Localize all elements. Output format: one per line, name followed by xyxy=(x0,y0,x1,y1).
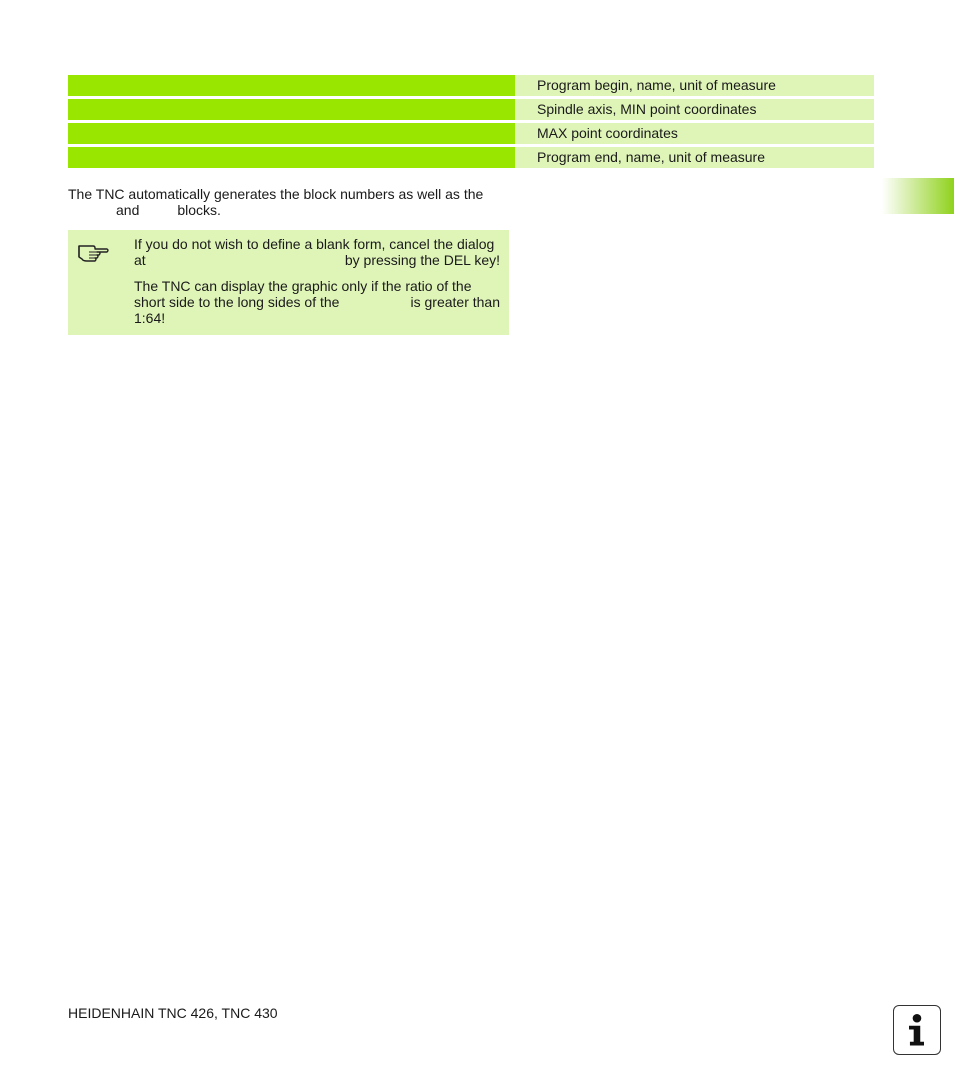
paragraph-line: The TNC automatically generates the block numbers as well as the xyxy=(68,186,484,202)
paragraph-line xyxy=(68,202,508,218)
table-row xyxy=(68,147,874,168)
table-row xyxy=(68,123,874,144)
code-cell xyxy=(68,147,515,168)
note-line: The TNC can display the graphic only if the ratio of the xyxy=(134,278,472,294)
note-box xyxy=(68,230,509,335)
table-row xyxy=(68,75,874,96)
paragraph-word: blocks. xyxy=(177,202,221,218)
note-paragraph xyxy=(134,236,500,268)
code-cell xyxy=(68,123,515,144)
code-cell xyxy=(68,99,515,120)
info-icon xyxy=(893,1005,941,1055)
note-paragraph xyxy=(134,278,500,326)
body-paragraph xyxy=(68,186,508,218)
description-cell: Program end, name, unit of measure xyxy=(515,147,874,168)
code-cell xyxy=(68,75,515,96)
note-line: If you do not wish to define a blank form, cancel the dialog xyxy=(134,236,495,252)
note-word: short side to the long sides of the xyxy=(134,294,340,310)
blank-form-table xyxy=(68,75,874,171)
pointing-hand-icon xyxy=(77,240,111,264)
note-line: 1:64! xyxy=(134,310,166,326)
note-line xyxy=(134,294,500,310)
table-row xyxy=(68,99,874,120)
note-word: by pressing the DEL key! xyxy=(344,252,500,268)
page-footer: HEIDENHAIN TNC 426, TNC 430 xyxy=(68,1005,278,1021)
note-word: is greater than xyxy=(410,294,500,310)
note-word: at xyxy=(134,252,146,268)
note-line xyxy=(134,252,500,268)
paragraph-word: and xyxy=(116,202,140,218)
chapter-tab xyxy=(882,178,954,214)
description-cell: Spindle axis, MIN point coordinates xyxy=(515,99,874,120)
description-cell: Program begin, name, unit of measure xyxy=(515,75,874,96)
description-cell: MAX point coordinates xyxy=(515,123,874,144)
